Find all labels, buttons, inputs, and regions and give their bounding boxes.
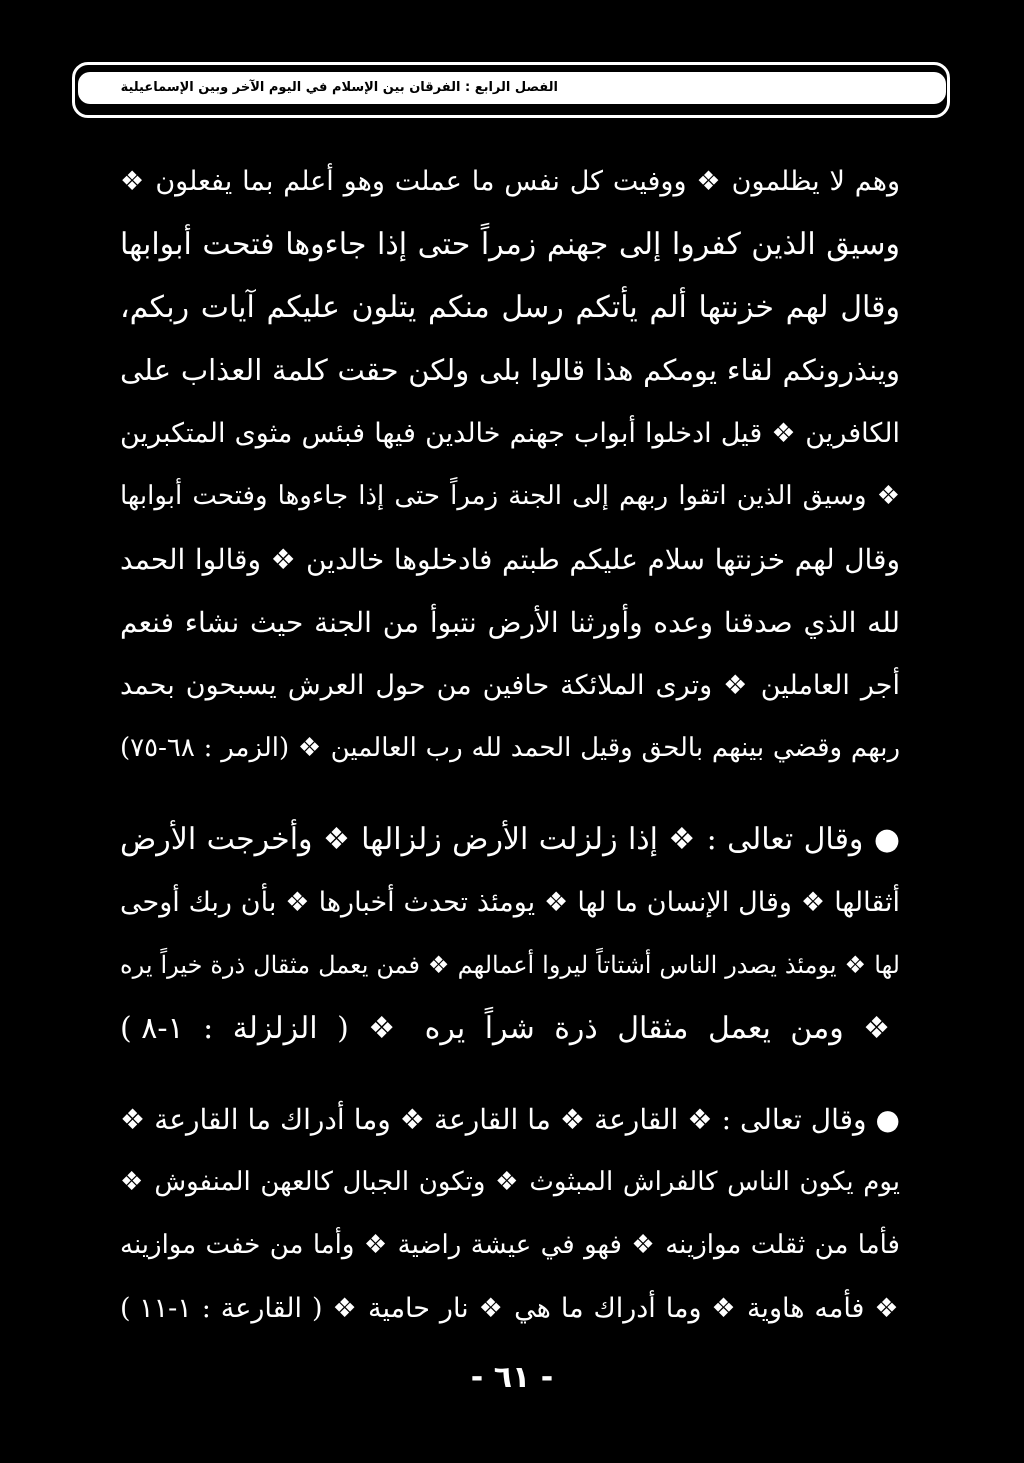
text-line: وينذرونكم لقاء يومكم هذا قالوا بلى ولكن حقت كلمة العذاب على [120, 353, 900, 387]
paragraph-zumar [120, 150, 900, 780]
paragraph-qaria [120, 1088, 900, 1340]
text-line: ❖ وسيق الذين اتقوا ربهم إلى الجنة زمراً حتى إذا جاءوها وفتحت أبوابها [120, 481, 900, 511]
text-line: لها ❖ يومئذ يصدر الناس أشتاتاً ليروا أعمالهم ❖ فمن يعمل مثقال ذرة خيراً يره [120, 951, 900, 979]
page-body [120, 150, 900, 1340]
page-number: - ٦١ - [470, 1360, 554, 1395]
text-line: ● وقال تعالى : ❖ إذا زلزلت الأرض زلزالها ❖ وأخرجت الأرض [120, 822, 900, 857]
text-line: وهم لا يظلمون ❖ ووفيت كل نفس ما عملت وهو أعلم بما يفعلون ❖ [120, 166, 900, 197]
text-line: وسيق الذين كفروا إلى جهنم زمراً حتى إذا جاءوها فتحت أبوابها [120, 227, 900, 262]
chapter-header-title [78, 72, 938, 104]
paragraph-gap [120, 780, 900, 808]
text-line: يوم يكون الناس كالفراش المبثوث ❖ وتكون الجبال كالعهن المنفوش ❖ [120, 1167, 900, 1197]
text-line: وقال لهم خزنتها سلام عليكم طبتم فادخلوها خالدين ❖ وقالوا الحمد [120, 543, 900, 576]
paragraph-zalzala [120, 808, 900, 1060]
text-line: لله الذي صدقنا وعده وأورثنا الأرض نتبوأ من الجنة حيث نشاء فنعم [120, 606, 900, 639]
text-line: أثقالها ❖ وقال الإنسان ما لها ❖ يومئذ تحدث أخبارها ❖ بأن ربك أوحى [120, 887, 900, 918]
text-line: أجر العاملين ❖ وترى الملائكة حافين من حول العرش يسبحون بحمد [120, 670, 900, 701]
chapter-header-text: الفصل الرابع : الفرقان بين الإسلام في اليوم الآخر وبين الإسماعيلية [120, 80, 558, 95]
text-line: ❖ فأمه هاوية ❖ وما أدراك ما هي ❖ نار حامية ❖ ( القارعة : ١-١١ ) [120, 1293, 900, 1324]
text-line: وقال لهم خزنتها ألم يأتكم رسل منكم يتلون عليكم آيات ربكم، [120, 290, 900, 325]
text-line: ❖ ومن يعمل مثقال ذرة شراً يره ❖ ( الزلزلة : ١-٨ ) [120, 1011, 900, 1046]
text-line: ربهم وقضي بينهم بالحق وقيل الحمد لله رب العالمين ❖ (الزمر : ٦٨-٧٥) [120, 733, 900, 763]
text-line: الكافرين ❖ قيل ادخلوا أبواب جهنم خالدين فيها فبئس مثوى المتكبرين [120, 418, 900, 449]
paragraph-gap [120, 1060, 900, 1088]
text-line: فأما من ثقلت موازينه ❖ فهو في عيشة راضية ❖ وأما من خفت موازينه [120, 1230, 900, 1260]
text-line: ● وقال تعالى : ❖ القارعة ❖ ما القارعة ❖ وما أدراك ما القارعة ❖ [120, 1103, 900, 1136]
